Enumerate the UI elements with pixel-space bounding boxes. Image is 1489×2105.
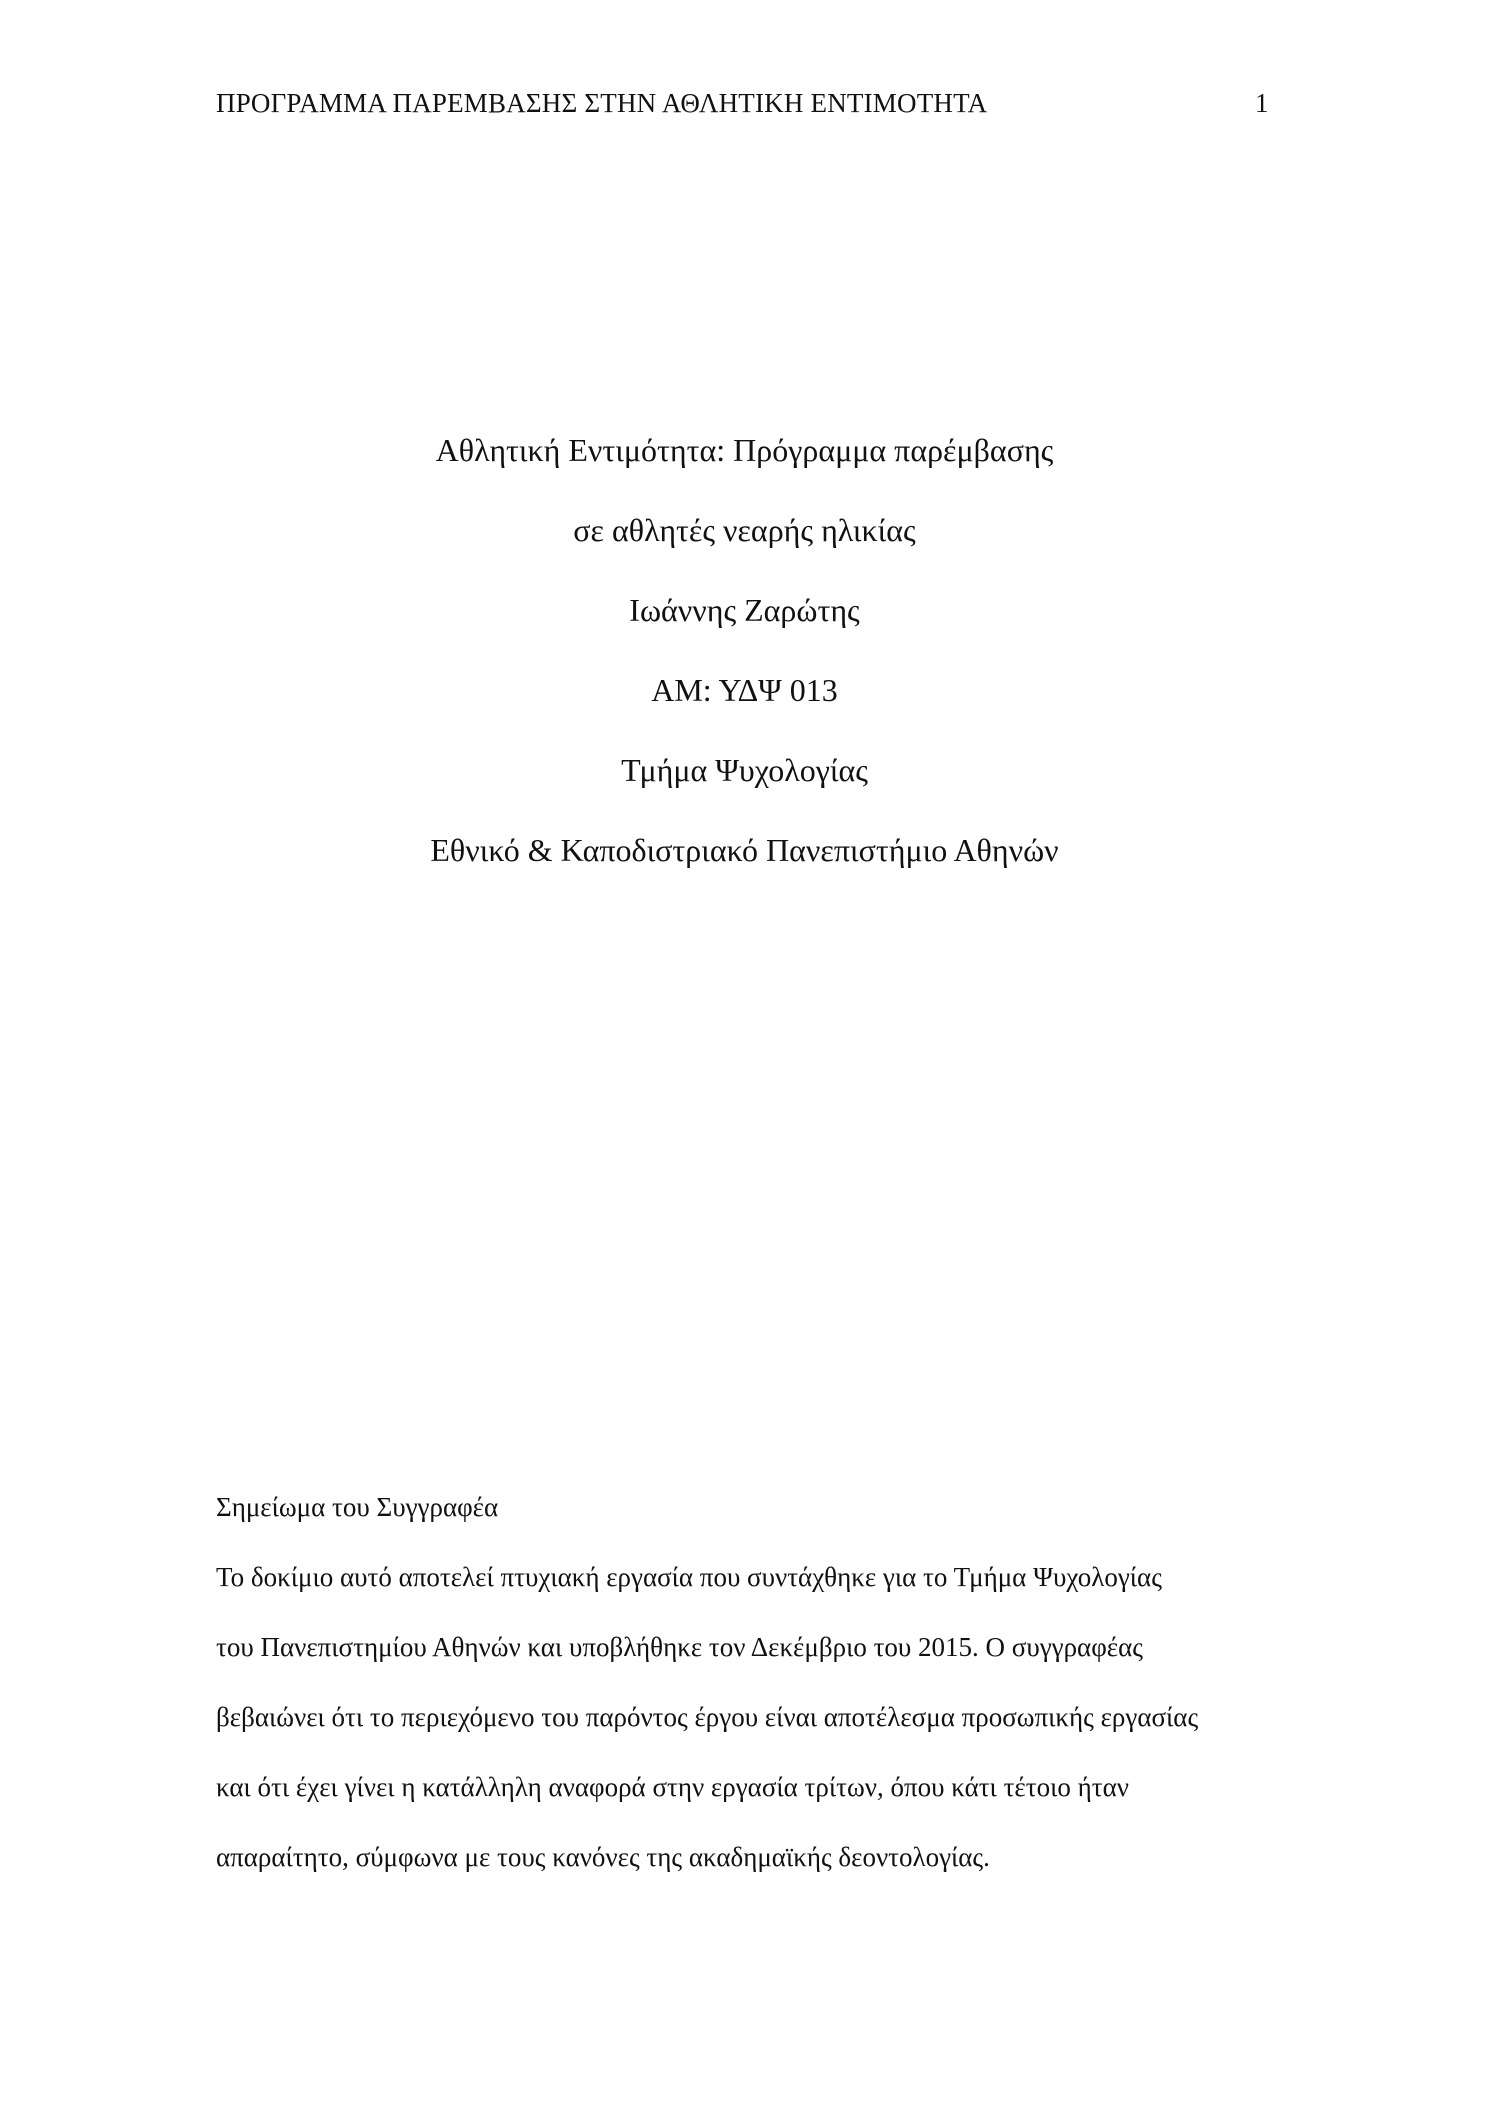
author-note-line-4: και ότι έχει γίνει η κατάλληλη αναφορά στην εργασία τρίτων, όπου κάτι τέτοιο ήταν xyxy=(216,1772,1129,1802)
university: Εθνικό & Καποδιστριακό Πανεπιστήμιο Αθηνών xyxy=(430,832,1059,868)
department: Τμήμα Ψυχολογίας xyxy=(621,752,868,788)
author-note-line-1: Το δοκίμιο αυτό αποτελεί πτυχιακή εργασία που συντάχθηκε για το Τμήμα Ψυχολογίας xyxy=(216,1562,1162,1592)
author-note-line-5: απαραίτητο, σύμφωνα με τους κανόνες της ακαδημαϊκής δεοντολογίας. xyxy=(216,1842,990,1872)
paper-title-line-1: Αθλητική Εντιμότητα: Πρόγραμμα παρέμβασης xyxy=(435,432,1054,468)
author-note-line-3: βεβαιώνει ότι το περιεχόμενο του παρόντος έργου είναι αποτέλεσμα προσωπικής εργασίας xyxy=(216,1702,1199,1732)
running-head: ΠΡΟΓΡΑΜΜΑ ΠΑΡΕΜΒΑΣΗΣ ΣΤΗΝ ΑΘΛΗΤΙΚΗ ΕΝΤΙΜΟΤΗΤΑ xyxy=(216,88,988,118)
author-note xyxy=(216,1472,1316,1892)
author-note-line-2: του Πανεπιστημίου Αθηνών και υποβλήθηκε τον Δεκέμβριο του 2015. Ο συγγραφέας xyxy=(216,1632,1143,1662)
student-id: ΑΜ: ΥΔΨ 013 xyxy=(651,672,838,708)
author-note-heading: Σημείωμα του Συγγραφέα xyxy=(216,1492,499,1522)
page-number: 1 xyxy=(1255,88,1269,118)
paper-title-line-2: σε αθλητές νεαρής ηλικίας xyxy=(573,512,916,548)
title-block xyxy=(0,410,1489,890)
author-name: Ιωάννης Ζαρώτης xyxy=(629,592,860,628)
